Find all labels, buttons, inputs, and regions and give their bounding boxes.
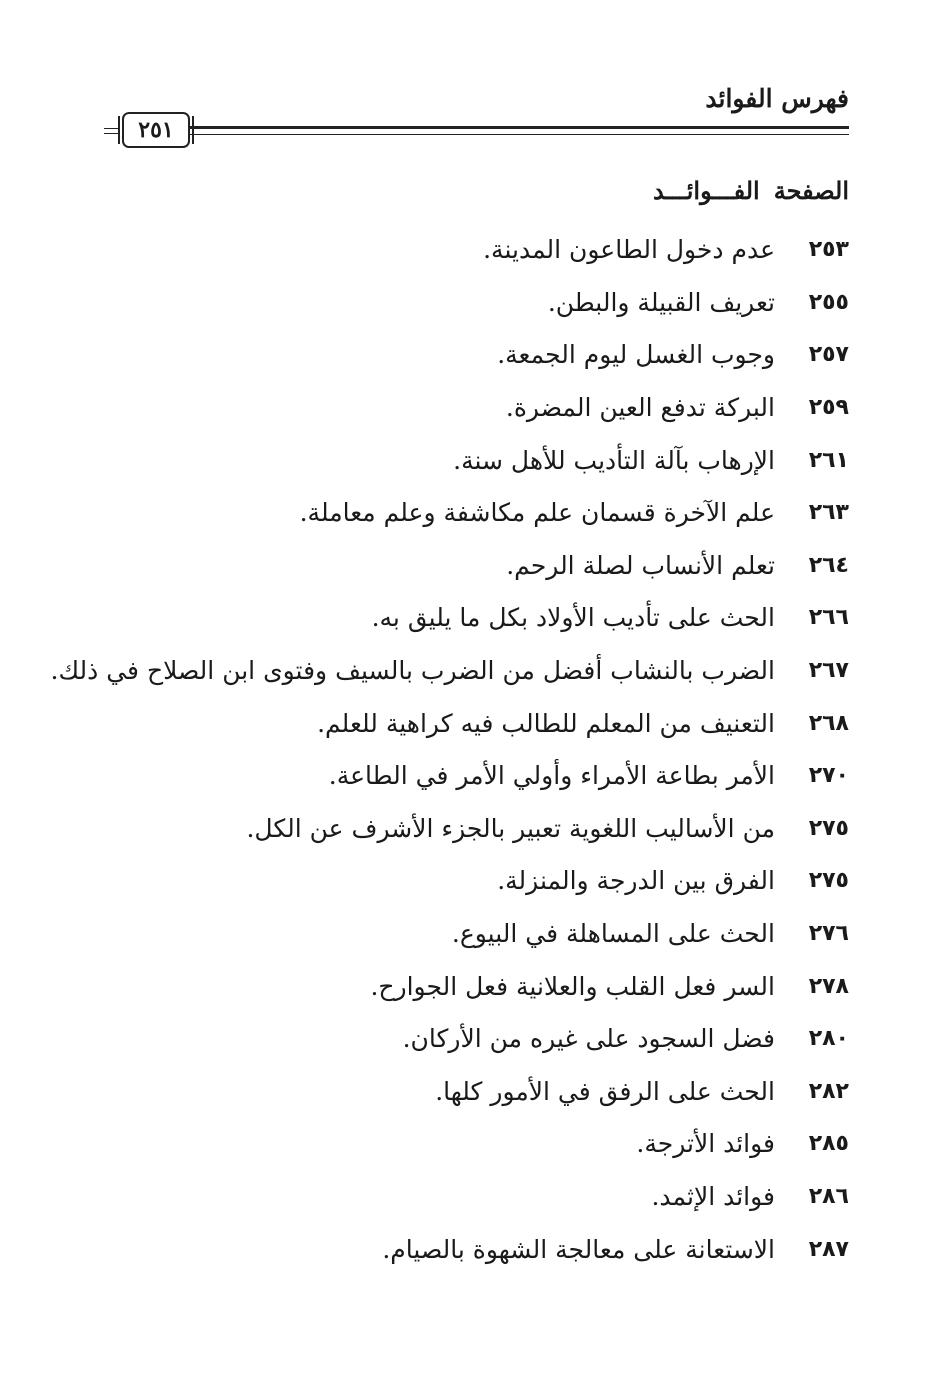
entry-text: الحث على تأديب الأولاد بكل ما يليق به.	[371, 603, 775, 633]
index-entry	[51, 540, 850, 593]
entry-page-number: ٢٦٣	[808, 500, 849, 526]
index-entry	[51, 645, 850, 698]
index-entry	[51, 224, 850, 277]
index-entry	[51, 908, 850, 961]
entry-text: البركة تدفع العين المضرة.	[505, 393, 775, 423]
index-entry	[51, 329, 850, 382]
index-entry	[51, 1066, 850, 1119]
index-entry	[51, 855, 850, 908]
entry-text: الحث على المساهلة في البيوع.	[451, 919, 775, 949]
column-header-page: الصفحة	[773, 176, 849, 205]
index-entry	[51, 1223, 850, 1276]
entry-text: الضرب بالنشاب أفضل من الضرب بالسيف وفتوى ابن الصلاح في ذلك.	[50, 656, 775, 686]
entry-text: تعريف القبيلة والبطن.	[547, 287, 775, 317]
entry-text: الأمر بطاعة الأمراء وأولي الأمر في الطاعة.	[328, 761, 775, 791]
entry-page-number: ٢٦٦	[808, 605, 849, 631]
page-number-text: ٢٥١	[138, 117, 174, 143]
index-entry	[51, 382, 850, 435]
index-entry	[51, 750, 850, 803]
index-entry	[51, 277, 850, 330]
entry-text: فضل السجود على غيره من الأركان.	[402, 1024, 775, 1054]
entry-text: تعلم الأنساب لصلة الرحم.	[506, 550, 775, 580]
entry-page-number: ٢٥٧	[808, 342, 849, 368]
entry-text: وجوب الغسل ليوم الجمعة.	[497, 340, 775, 370]
entry-text: عدم دخول الطاعون المدينة.	[483, 235, 775, 265]
page-number	[122, 112, 190, 148]
entry-text: الحث على الرفق في الأمور كلها.	[435, 1076, 775, 1106]
entry-text: فوائد الإثمد.	[651, 1181, 775, 1211]
entry-page-number: ٢٥٩	[808, 395, 849, 421]
index-entry	[51, 697, 850, 750]
entry-page-number: ٢٦١	[808, 447, 849, 473]
entry-page-number: ٢٧٥	[808, 815, 849, 841]
entry-page-number: ٢٨٠	[808, 1026, 849, 1052]
index-entry	[51, 592, 850, 645]
index-entry	[51, 434, 850, 487]
entry-page-number: ٢٦٤	[808, 552, 849, 578]
entry-page-number: ٢٧٥	[808, 868, 849, 894]
index-entries	[51, 224, 850, 1276]
entry-text: التعنيف من المعلم للطالب فيه كراهية للعلم.	[317, 708, 775, 738]
entry-page-number: ٢٨٢	[808, 1078, 849, 1104]
entry-page-number: ٢٨٦	[808, 1183, 849, 1209]
index-entry	[51, 1171, 850, 1224]
index-entry	[51, 1118, 850, 1171]
running-title: فهرس الفوائد	[705, 84, 849, 113]
entry-text: علم الآخرة قسمان علم مكاشفة وعلم معاملة.	[299, 498, 775, 528]
entry-text: الاستعانة على معالجة الشهوة بالصيام.	[382, 1234, 775, 1264]
entry-page-number: ٢٥٣	[808, 237, 849, 263]
entry-page-number: ٢٨٥	[808, 1131, 849, 1157]
index-entry	[51, 1013, 850, 1066]
column-header-topic: الفـــوائـــد	[653, 176, 760, 205]
header-rule	[190, 126, 849, 135]
entry-text: من الأساليب اللغوية تعبير بالجزء الأشرف عن الكل.	[246, 813, 775, 843]
entry-page-number: ٢٧٠	[808, 763, 849, 789]
entry-page-number: ٢٨٧	[808, 1236, 849, 1262]
index-entry	[51, 803, 850, 856]
entry-text: الإرهاب بآلة التأديب للأهل سنة.	[453, 445, 775, 475]
entry-page-number: ٢٥٥	[808, 289, 849, 315]
entry-text: الفرق بين الدرجة والمنزلة.	[497, 866, 775, 896]
column-headers	[639, 174, 849, 208]
entry-text: فوائد الأترجة.	[636, 1129, 775, 1159]
entry-page-number: ٢٦٨	[808, 710, 849, 736]
index-entry	[51, 960, 850, 1013]
index-entry	[51, 487, 850, 540]
entry-page-number: ٢٦٧	[808, 658, 849, 684]
entry-page-number: ٢٧٨	[808, 973, 849, 999]
entry-page-number: ٢٧٦	[808, 921, 849, 947]
entry-text: السر فعل القلب والعلانية فعل الجوارح.	[370, 971, 775, 1001]
